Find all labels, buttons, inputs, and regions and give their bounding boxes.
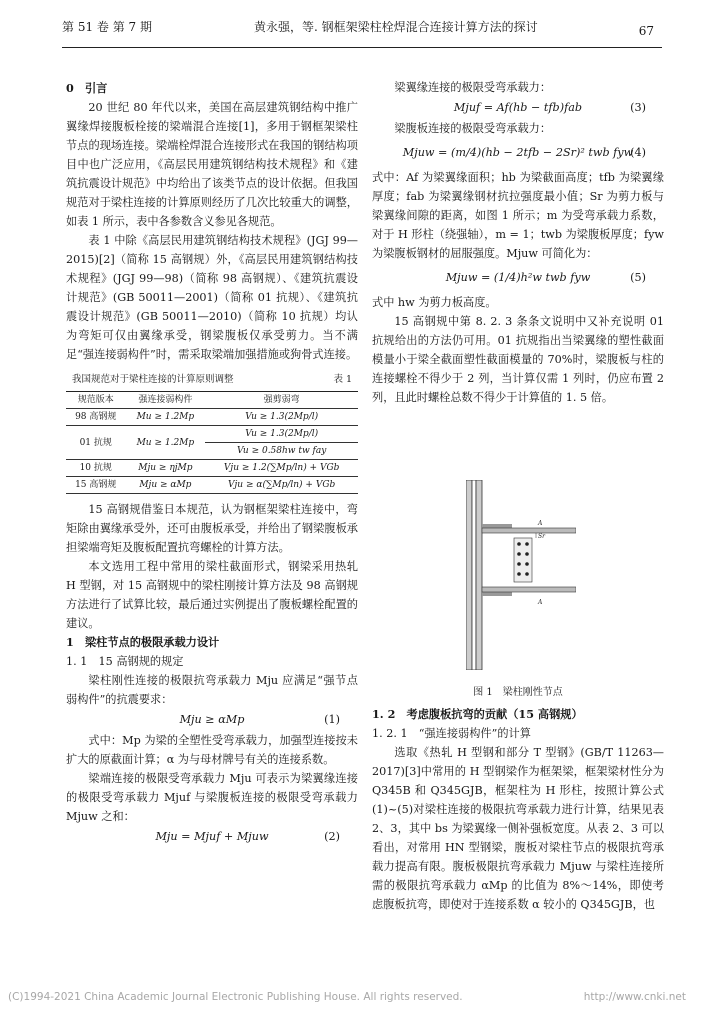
stiffener-top bbox=[482, 524, 512, 528]
shear-plate bbox=[514, 538, 532, 582]
section-1-1-heading: 1. 1 15 高钢规的规定 bbox=[66, 655, 184, 668]
paragraph-where-2: 式中 hw 为剪力板高度。 bbox=[372, 296, 497, 309]
table-1-caption bbox=[66, 370, 358, 389]
paragraph-clause: 15 高钢规中第 8. 2. 3 条条文说明中又补充说明 01 抗规给出的方法仍可用。01 抗规指出当梁翼缘的塑性截面模量小于梁全截面塑性截面模量的 70%时，梁腹板与柱的连接螺栓不得少于 2 列，当计算仅需 1 列时，仍应布置 2 列，且此时螺栓总数不得少于计算值的 1. 5 倍。 bbox=[372, 315, 664, 404]
beam-bottom-flange bbox=[482, 587, 576, 592]
equation-2 bbox=[66, 826, 358, 848]
bolt bbox=[517, 552, 521, 556]
cell-code: 98 高钢规 bbox=[66, 409, 125, 426]
copyright-notice: (C)1994-2021 China Academic Journal Electronic Publishing House. All rights reserved. bbox=[8, 991, 463, 1003]
paragraph-3: 15 高钢规借鉴日本规范，认为钢框架梁柱连接中，弯矩除由翼缘承受外，还可由腹板承受，并给出了钢梁腹板承担梁端弯矩及腹板配置抗弯螺栓的计算方法。 bbox=[66, 503, 358, 554]
table-row bbox=[66, 409, 358, 426]
intro-paragraph-2: 表 1 中除《高层民用建筑钢结构技术规程》(JGJ 99—2015)[2]（简称 15 高钢规）外，《高层民用建筑钢结构技术规程》(JGJ 99—98)（简称 98 高钢规）、《建筑抗震设计规范》(GB 50011—2001)（简称 01 抗规）、《建筑抗震设计规范》(GB 50011—2010)（简称 10 抗规）均认为弯矩可仅由翼缘承受，钢梁腹板仅承受剪力。当不满足“强连接弱构件”时，需采取梁端加强措施或狗骨式连接。 bbox=[66, 234, 358, 361]
bolt bbox=[525, 542, 529, 546]
cell-strong: Mu ≥ 1.2Mp bbox=[125, 409, 205, 426]
section-1-2-heading: 1. 2 考虑腹板抗弯的贡献（15 高钢规） bbox=[372, 707, 583, 721]
paragraph-6: 式中：Mp 为梁的全塑性受弯承载力，加强型连接按未扩大的原截面计算；α 为与母材牌号有关的连接系数。 bbox=[66, 734, 358, 766]
footer-url: http://www.cnki.net bbox=[583, 991, 686, 1003]
equation-4-number: (4) bbox=[630, 146, 646, 159]
bolt bbox=[517, 572, 521, 576]
table-1-title: 我国规范对于梁柱连接的计算原则调整 bbox=[71, 374, 234, 385]
stiffener-bottom bbox=[482, 592, 512, 596]
page-number: 67 bbox=[638, 24, 654, 38]
cell-shear: Vu ≥ 1.3(2Mp/l) bbox=[205, 426, 358, 443]
table-1 bbox=[66, 391, 358, 494]
label-a-top: A bbox=[538, 520, 543, 527]
paragraph-7: 梁端连接的极限受弯承载力 Mju 可表示为梁翼缘连接的极限受弯承载力 Mjuf 与梁腹板连接的极限受弯承载力 Mjuw 之和： bbox=[66, 772, 358, 823]
beam-column-joint-figure bbox=[466, 480, 576, 670]
equation-3-number: (3) bbox=[630, 101, 646, 114]
equation-2-number: (2) bbox=[324, 830, 340, 843]
column-flange-left bbox=[466, 480, 472, 670]
table-1-number: 表 1 bbox=[333, 374, 353, 385]
cell-shear: Vju ≥ 1.2(∑Mp/ln) + VGb bbox=[205, 460, 358, 477]
equation-2-body: Mju = Mjuf + Mjuw bbox=[155, 830, 269, 843]
table-row bbox=[66, 426, 358, 443]
cell-shear: Vju ≥ α(∑Mp/ln) + VGb bbox=[205, 477, 358, 494]
equation-3 bbox=[372, 97, 664, 119]
right-column-lower bbox=[372, 705, 664, 914]
figure-1-caption: 图 1 梁柱刚性节点 bbox=[473, 687, 563, 698]
equation-4-body: Mjuw = (m/4)(hb − 2tfb − 2Sr)² twb fyw bbox=[402, 146, 634, 159]
bolt bbox=[517, 562, 521, 566]
equation-4 bbox=[372, 138, 664, 168]
equation-5-number: (5) bbox=[630, 271, 646, 284]
col-header-shear: 强剪弱弯 bbox=[205, 392, 358, 409]
column-flange-right bbox=[476, 480, 482, 670]
equation-5 bbox=[372, 263, 664, 293]
label-sr: Sr bbox=[538, 533, 545, 540]
equation-1 bbox=[66, 709, 358, 731]
cell-strong: Mju ≥ ηjMp bbox=[125, 460, 205, 477]
paragraph-section-1-2-1: 选取《热轧 H 型钢和部分 T 型钢》(GB/T 11263—2017)[3]中常用的 H 型钢梁作为框架梁，框架梁材性分为 Q345B 和 Q345GJB，框架柱为 H 形柱，按照计算公式(1)~(5)对梁柱连接的极限抗弯承载力进行计算，结果见表 2、3，其中 bs 为梁翼缘一侧补强板宽度。从表 2、3 可以看出，对常用 HN 型钢梁，腹板对梁柱节点的极限抗弯承载力提高有限。腹板极限抗弯承载力 Mjuw 与梁柱连接所需的极限抗弯承载力 αMp 的比值为 8%～14%，即使考虑腹板抗弯，即使对于连接系数 α 较小的 Q345GJB，也 bbox=[372, 746, 664, 911]
flange-label: 梁翼缘连接的极限受弯承载力： bbox=[394, 81, 552, 94]
col-header-strong: 强连接弱构件 bbox=[125, 392, 205, 409]
running-title: 黄永强，等. 钢框架梁柱栓焊混合连接计算方法的探讨 bbox=[254, 20, 538, 34]
paragraph-where-1: 式中：Af 为梁翼缘面积；hb 为梁截面高度；tfb 为梁翼缘厚度；fab 为梁翼缘钢材抗拉强度最小值；Sr 为剪力板与梁翼缘间隙的距离，如图 1 所示；m 为受弯承载力系数，对于 H 形柱（绕强轴），m = 1；twb 为梁腹板厚度；fyw 为梁腹板钢材的屈服强度。Mjuw 可简化为： bbox=[372, 171, 664, 260]
web-label: 梁腹板连接的极限受弯承载力： bbox=[394, 122, 552, 135]
bolt bbox=[525, 572, 529, 576]
beam-top-flange bbox=[482, 528, 576, 533]
column-web bbox=[472, 480, 476, 670]
table-row bbox=[66, 460, 358, 477]
col-header-code: 规范版本 bbox=[66, 392, 125, 409]
table-header-row bbox=[66, 392, 358, 409]
section-1-2-1-heading: 1. 2. 1 “强连接弱构件”的计算 bbox=[372, 727, 531, 740]
cell-shear: Vu ≥ 0.58hw tw fay bbox=[205, 443, 358, 460]
paragraph-4: 本文选用工程中常用的梁柱截面形式，钢梁采用热轧 H 型钢，对 15 高钢规中的梁柱刚接计算方法及 98 高钢规方法进行了试算比较，最后通过实例提出了腹板螺栓配置的建议。 bbox=[66, 560, 358, 630]
cell-code: 10 抗规 bbox=[66, 460, 125, 477]
bolt bbox=[525, 552, 529, 556]
cell-strong: Mju ≥ αMp bbox=[125, 477, 205, 494]
table-row bbox=[66, 477, 358, 494]
equation-1-body: Mju ≥ αMp bbox=[179, 713, 245, 726]
cell-shear: Vu ≥ 1.3(2Mp/l) bbox=[205, 409, 358, 426]
cell-code: 15 高钢规 bbox=[66, 477, 125, 494]
intro-paragraph-1: 20 世纪 80 年代以来，美国在高层建筑钢结构中推广翼缘焊接腹板栓接的梁端混合连接[1]，多用于钢框架梁柱节点的现场连接。梁端栓焊混合连接形式在我国的钢结构项目中也广泛应用，《高层民用建筑钢结构技术规程》和《建筑抗震设计规范》中均给出了该类节点的设计依据。但我国规范对于梁柱连接的计算原则经历了几次比较重大的调整，如表 1 所示，表中各参数含义参见各规范。 bbox=[66, 101, 358, 228]
paragraph-5: 梁柱刚性连接的极限抗弯承载力 Mju 应满足“强节点弱构件”的抗震要求： bbox=[66, 674, 358, 706]
equation-3-body: Mjuf = Af(hb − tfb)fab bbox=[453, 101, 583, 114]
cell-strong: Mu ≥ 1.2Mp bbox=[125, 426, 205, 460]
equation-1-number: (1) bbox=[324, 713, 340, 726]
left-column bbox=[66, 78, 358, 848]
page-header bbox=[62, 14, 662, 48]
bolt bbox=[525, 562, 529, 566]
section-1-heading: 1 梁柱节点的极限承载力设计 bbox=[66, 635, 220, 649]
journal-volume: 第 51 卷 第 7 期 bbox=[62, 20, 152, 34]
right-column bbox=[372, 78, 664, 407]
cell-code: 01 抗规 bbox=[66, 426, 125, 460]
equation-5-body: Mjuw = (1/4)h²w twb fyw bbox=[445, 271, 591, 284]
bolt bbox=[517, 542, 521, 546]
label-a-bottom: A bbox=[538, 599, 543, 606]
intro-heading: 0 引言 bbox=[66, 81, 108, 95]
